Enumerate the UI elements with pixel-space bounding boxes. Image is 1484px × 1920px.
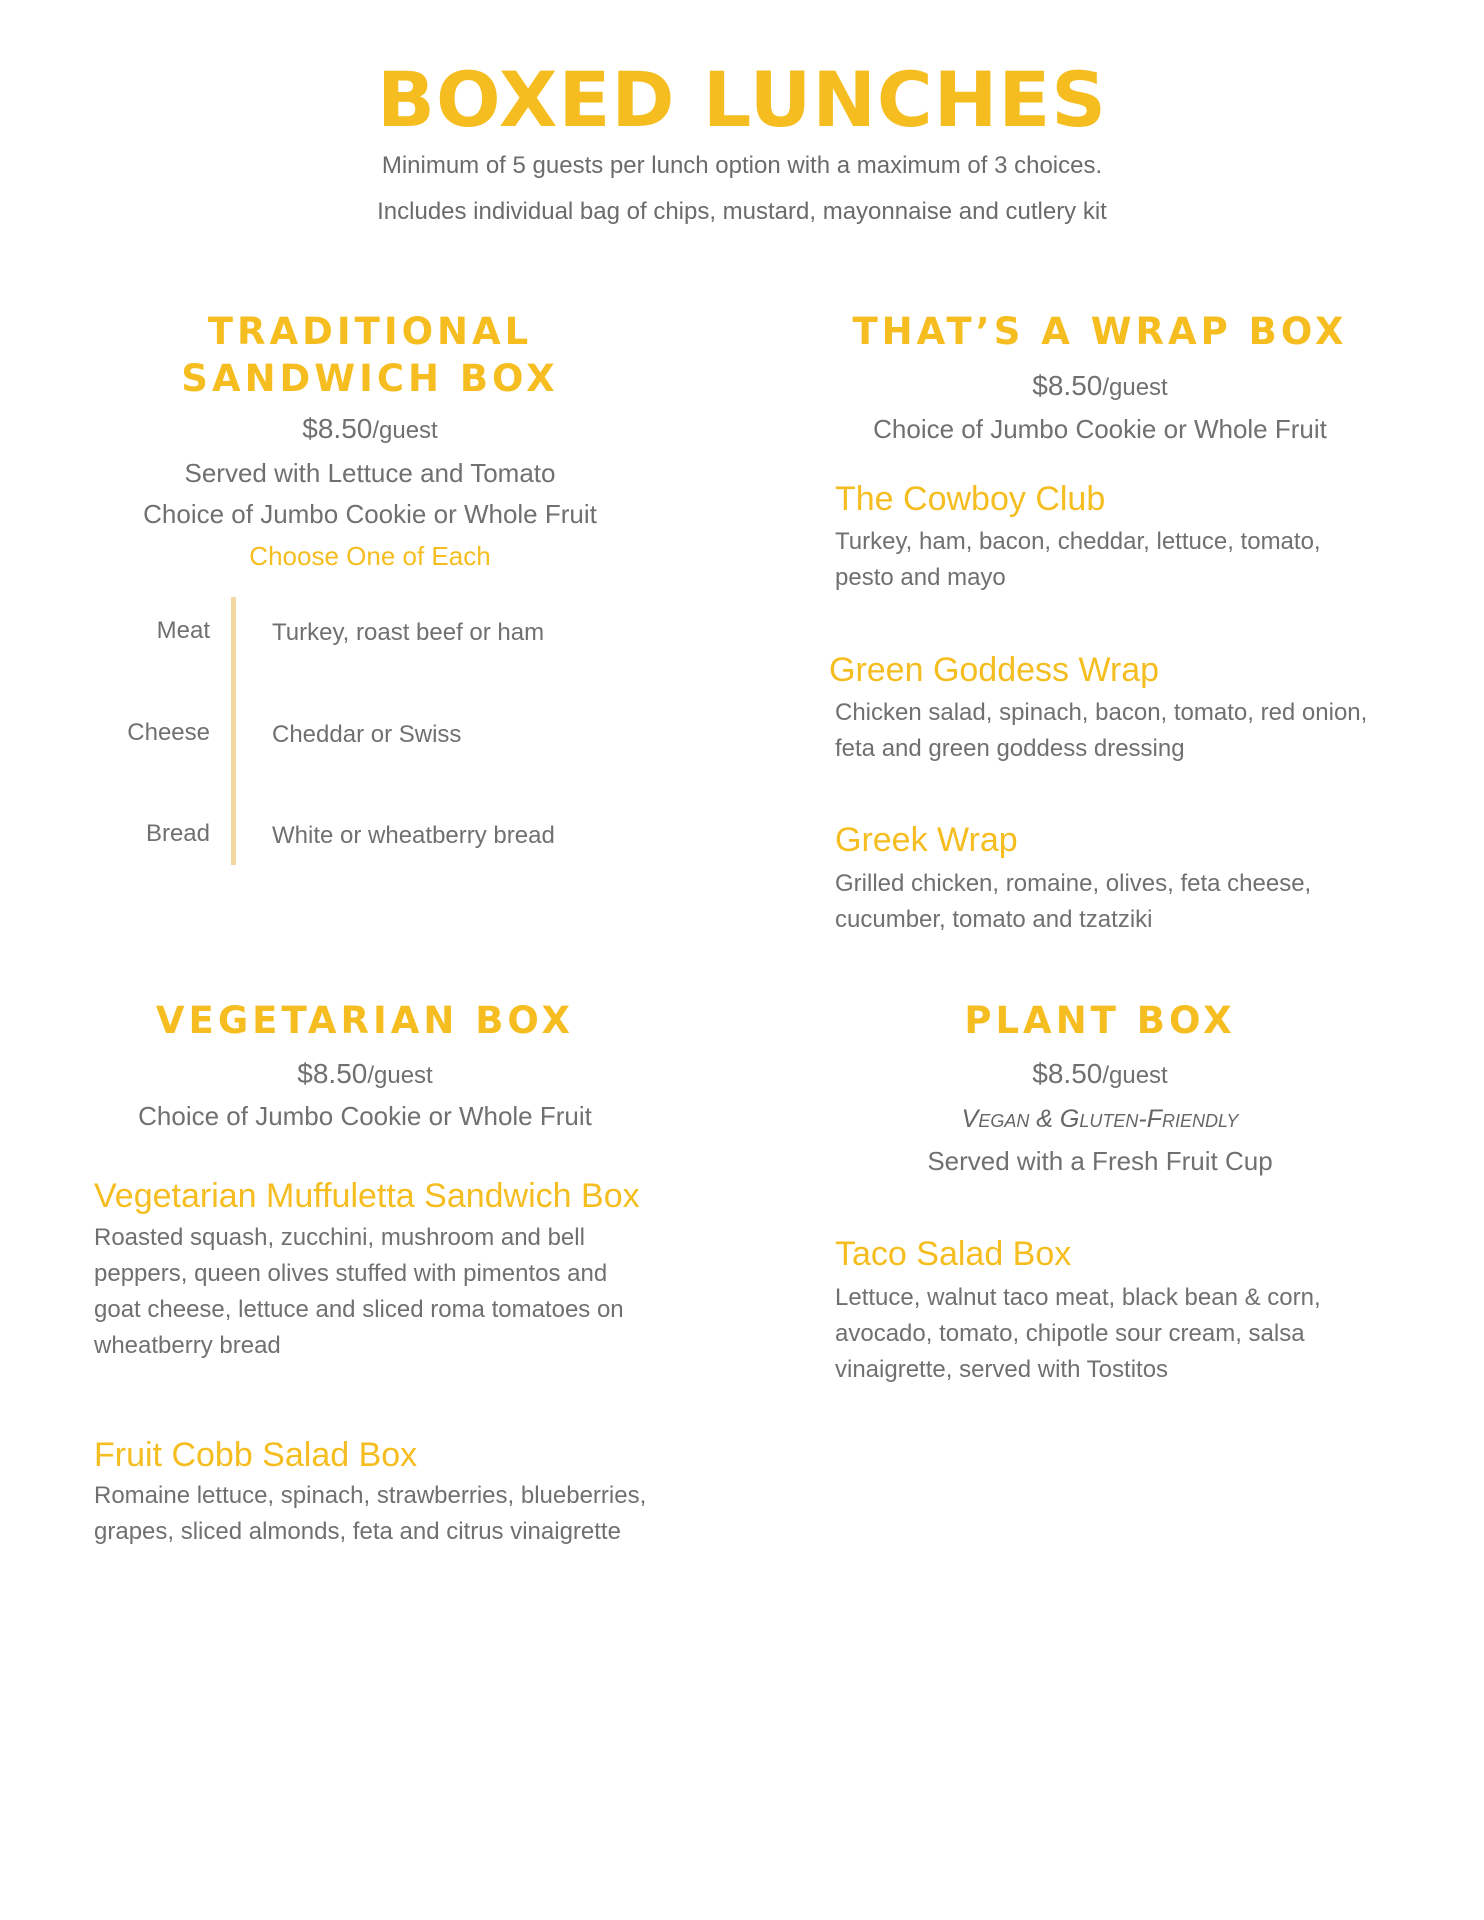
- vegetarian-choice: Choice of Jumbo Cookie or Whole Fruit: [138, 1101, 592, 1131]
- traditional-box-title: [120, 308, 620, 402]
- desc-line: goat cheese, lettuce and sliced roma tomatoes on: [94, 1296, 624, 1323]
- options-divider: [231, 597, 236, 865]
- traditional-title-line2: SANDWICH BOX: [181, 357, 559, 400]
- price-value: $8.50: [302, 413, 373, 444]
- traditional-title-line1: TRADITIONAL: [207, 310, 533, 353]
- desc-line: Grilled chicken, romaine, olives, feta cheese,: [835, 870, 1312, 897]
- greek-wrap-title: Greek Wrap: [835, 821, 1018, 859]
- bread-value: White or wheatberry bread: [272, 822, 555, 849]
- green-goddess-title: Green Goddess Wrap: [829, 651, 1160, 689]
- vegetarian-price: [90, 1057, 640, 1093]
- desc-line: cucumber, tomato and tzatziki: [835, 906, 1153, 933]
- green-goddess-desc: [835, 695, 1367, 767]
- greek-wrap-desc: [835, 866, 1311, 938]
- price-per: /guest: [1102, 374, 1168, 401]
- plant-price: [800, 1057, 1400, 1093]
- wrap-box-title: THAT’S A WRAP BOX: [852, 310, 1348, 353]
- cowboy-club-title: The Cowboy Club: [835, 480, 1106, 518]
- traditional-served: Served with Lettuce and Tomato: [184, 458, 556, 488]
- muffuletta-desc: [94, 1220, 624, 1364]
- price-value: $8.50: [1032, 1058, 1103, 1089]
- desc-line: Romaine lettuce, spinach, strawberries, blueberries,: [94, 1482, 647, 1509]
- vegetarian-box-title: VEGETARIAN BOX: [155, 999, 575, 1042]
- page-title: BOXED LUNCHES: [377, 55, 1107, 144]
- cheese-label: Cheese: [127, 719, 210, 746]
- fruit-cobb-title: Fruit Cobb Salad Box: [94, 1436, 418, 1474]
- desc-line: grapes, sliced almonds, feta and citrus vinaigrette: [94, 1518, 621, 1545]
- desc-line: Roasted squash, zucchini, mushroom and bell: [94, 1224, 585, 1251]
- taco-salad-title: Taco Salad Box: [835, 1235, 1072, 1273]
- price-per: /guest: [1102, 1062, 1168, 1089]
- traditional-choice: Choice of Jumbo Cookie or Whole Fruit: [143, 499, 597, 529]
- price-value: $8.50: [297, 1058, 368, 1089]
- desc-line: peppers, queen olives stuffed with pimentos and: [94, 1260, 608, 1287]
- price-value: $8.50: [1032, 370, 1103, 401]
- muffuletta-title: Vegetarian Muffuletta Sandwich Box: [94, 1177, 640, 1215]
- meat-label: Meat: [156, 617, 210, 644]
- traditional-price: [120, 412, 620, 448]
- cheese-value: Cheddar or Swiss: [272, 721, 462, 748]
- plant-box-title: PLANT BOX: [964, 999, 1236, 1042]
- desc-line: pesto and mayo: [835, 564, 1006, 591]
- vegan-gluten-note: Vegan & Gluten-Friendly: [961, 1105, 1239, 1133]
- wrap-price: [800, 369, 1400, 405]
- desc-line: wheatberry bread: [94, 1332, 281, 1359]
- desc-line: avocado, tomato, chipotle sour cream, salsa: [835, 1320, 1305, 1347]
- bread-label: Bread: [145, 820, 210, 847]
- desc-line: Lettuce, walnut taco meat, black bean & corn,: [835, 1284, 1321, 1311]
- fruit-cobb-desc: [94, 1478, 646, 1550]
- wrap-choice: Choice of Jumbo Cookie or Whole Fruit: [873, 414, 1327, 444]
- choose-one-of-each: Choose One of Each: [249, 541, 491, 571]
- minimum-note: Minimum of 5 guests per lunch option with a maximum of 3 choices.: [381, 152, 1103, 179]
- plant-served: Served with a Fresh Fruit Cup: [927, 1146, 1273, 1176]
- includes-note: Includes individual bag of chips, mustard, mayonnaise and cutlery kit: [377, 198, 1107, 225]
- price-per: /guest: [372, 417, 438, 444]
- cowboy-club-desc: [835, 524, 1321, 596]
- desc-line: feta and green goddess dressing: [835, 735, 1185, 762]
- desc-line: vinaigrette, served with Tostitos: [835, 1356, 1169, 1383]
- desc-line: Chicken salad, spinach, bacon, tomato, red onion,: [835, 699, 1368, 726]
- meat-value: Turkey, roast beef or ham: [272, 619, 545, 646]
- desc-line: Turkey, ham, bacon, cheddar, lettuce, tomato,: [835, 528, 1321, 555]
- taco-salad-desc: [835, 1280, 1321, 1388]
- price-per: /guest: [367, 1062, 433, 1089]
